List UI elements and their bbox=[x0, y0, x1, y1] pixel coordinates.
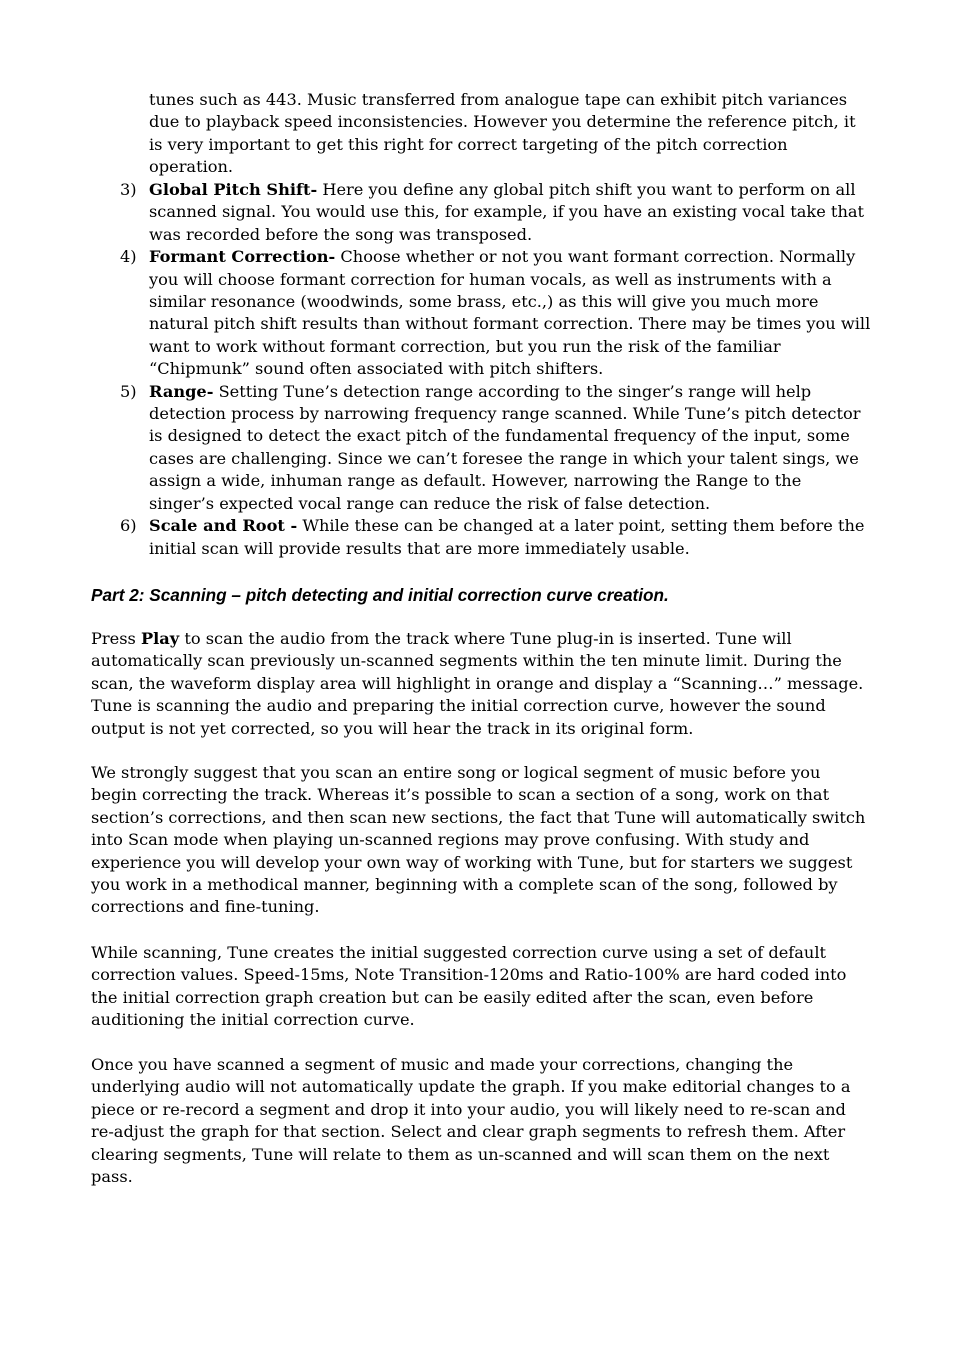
list-item-number: 4) bbox=[120, 247, 137, 267]
list-item-number: 6) bbox=[120, 516, 137, 536]
list-item-term: Range- bbox=[149, 381, 214, 401]
list-item-range bbox=[91, 381, 871, 515]
play-term: Play bbox=[140, 629, 180, 648]
settings-list bbox=[91, 179, 871, 560]
list-item-global-pitch-shift bbox=[91, 179, 871, 246]
paragraph-scan-suggestion: We strongly suggest that you scan an entire song or logical segment of music before you begin correcting the track. Whereas it’s possible to scan a section of a song, work on that section’s corrections, and then scan new sections, the fact that Tune will automatically switch into Scan mode when playing un-scanned regions may prove confusing. With study and experience you will develop your own way of working with Tune, but for starters we suggest you work in a methodical manner, beginning with a complete scan of the song, followed by corrections and fine-tuning. bbox=[91, 763, 866, 917]
paragraph-text: to scan the audio from the track where Tune plug-in is inserted. Tune will automatically scan previously un-scanned segments within the ten minute limit. During the scan, the waveform display area will highlight in orange and display a “Scanning…” message. Tune is scanning the audio and preparing the initial correction curve, however the sound output is not yet corrected, so you will hear the track in its original form. bbox=[91, 629, 864, 738]
list-item-scale-and-root bbox=[91, 515, 871, 560]
list-item-number: 5) bbox=[120, 381, 137, 401]
paragraph-scan-play bbox=[91, 628, 866, 740]
list-item-text: Setting Tune’s detection range according to the singer’s range will help detection process by narrowing frequency range scanned. While Tune’s pitch detector is designed to detect the exact pitch of the fundamental frequency of the input, some cases are challenging. Since we can’t foresee the range in which your talent sings, we assign a wide, inhuman range as default. However, narrowing the Range to the singer’s expected vocal range can reduce the risk of false detection. bbox=[149, 381, 861, 513]
list-item-text: Here you define any global pitch shift you want to perform on all scanned signal. You would use this, for example, if you have an existing vocal take that was recorded before the song was transposed. bbox=[149, 180, 865, 244]
paragraph-rescan: Once you have scanned a segment of music and made your corrections, changing the underlying audio will not automatically update the graph. If you make editorial changes to a piece or re-record a segment and drop it into your audio, you will likely need to re-scan and re-adjust the graph for that section. Select and clear graph segments to refresh them. After clearing segments, Tune will relate to them as un-scanned and will scan them on the next pass. bbox=[91, 1055, 851, 1187]
list-item-term: Formant Correction- bbox=[149, 247, 336, 267]
list-item-text: Choose whether or not you want formant correction. Normally you will choose formant correction for human vocals, as well as instruments with a similar resonance (woodwinds, some brass, etc.,) as this will give you much more natural pitch shift results than without formant correction. There may be times you will want to work without formant correction, but you run the risk of the familiar “Chipmunk” sound often associated with pitch shifters. bbox=[149, 247, 871, 379]
paragraph-text: Press bbox=[91, 629, 141, 648]
list-item-term: Global Pitch Shift- bbox=[149, 180, 318, 199]
paragraph-default-values: While scanning, Tune creates the initial suggested correction curve using a set of default correction values. Speed-15ms, Note Transition-120ms and Ratio-100% are hard coded into the initial correction graph creation but can be easily edited after the scan, even before auditioning the initial correction curve. bbox=[91, 943, 847, 1030]
section-heading: Part 2: Scanning – pitch detecting and initial correction curve creation. bbox=[91, 585, 669, 605]
list-item-formant-correction bbox=[91, 246, 871, 380]
list-item-number: 3) bbox=[120, 180, 137, 199]
list-item-term: Scale and Root - bbox=[149, 516, 298, 536]
continued-item-text: tunes such as 443. Music transferred from analogue tape can exhibit pitch variances due to playback speed inconsistencies. However you determine the reference pitch, it is very important to get this right for correct targeting of the pitch correction operation. bbox=[149, 90, 856, 177]
list-item-text: While these can be changed at a later point, setting them before the initial scan will provide results that are more immediately usable. bbox=[149, 516, 865, 558]
